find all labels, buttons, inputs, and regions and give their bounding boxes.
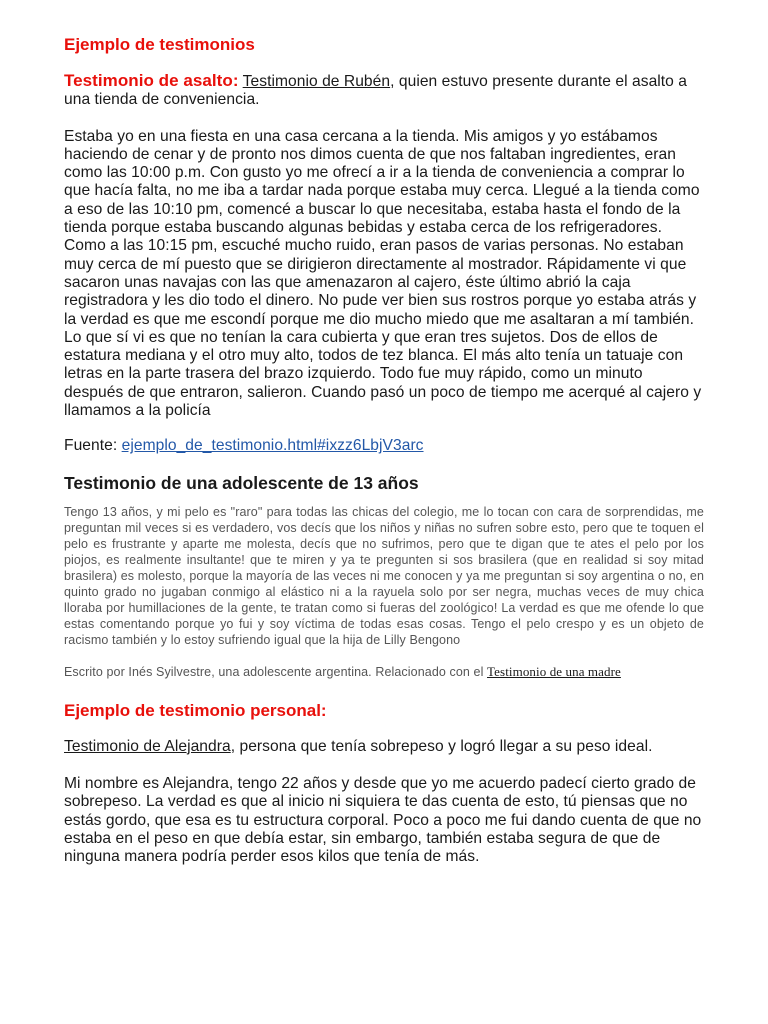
- personal-heading: Ejemplo de testimonio personal:: [64, 700, 327, 720]
- teen-credit: [64, 664, 704, 680]
- teen-body: Tengo 13 años, y mi pelo es "raro" para todas las chicas del colegio, me lo tocan con cara de sorprendidas, me preguntan mil veces si es verdadero, vos decís que los niños y niñas no sufren sobre esto, pero que te toquen el pelo es frustrante y aparte me molesta, decís que no sufrimos, pero que te digan que te ates el pelo por los piojos, es realmente insultante! que te miren y ya te pregunten si sos brasilera (que en realidad si soy mitad brasilera) es molesto, porque la mayoría de las veces ni me conocen y ya me preguntan si soy argentina o no, en quinto grado no jugaban conmigo al elástico ni a la rayuela solo por ser negra, muchas veces de muy chica lloraba por humillaciones de la gente, te tratan como si fueras del zoológico! La verdad es que me ofende lo que estas comentando porque yo fui y soy víctima de todas esas cosas. Tengo el pelo crespo y es un objeto de racismo también y lo estoy sufriendo igual que la hija de Lilly Bengono: [64, 504, 704, 647]
- ruben-testimony-link[interactable]: Testimonio de Rubén: [242, 73, 391, 90]
- assault-intro: [64, 72, 704, 110]
- assault-body: Estaba yo en una fiesta en una casa cercana a la tienda. Mis amigos y yo estábamos haciendo de cenar y de pronto nos dimos cuenta de que nos faltaban ingredientes, eran como las 10:00 p.m. Con gusto yo me ofrecí a ir a la tienda de conveniencia a comprar lo que hacía falta, no me iba a tardar nada porque estaba muy cerca. Llegué a la tienda como a eso de las 10:10 pm, comencé a buscar lo que necesitaba, estaba hasta el fondo de la tienda porque estaba buscando algunas bebidas y estaba cerca de los refrigeradores. Como a las 10:15 pm, escuché mucho ruido, eran pasos de varias personas. No estaban muy cerca de mí puesto que se dirigieron directamente al mostrador. Rápidamente vi que sacaron unas navajas con las que amenazaron al cajero, éste último abrió la caja registradora y les dio todo el dinero. No pude ver bien sus rostros porque yo estaba atrás y la verdad es que me escondí porque me dio mucho miedo que me asaltaran a mí también. Lo que sí vi es que no tenían la cara cubierta y que eran tres sujetos. Dos de ellos de estatura mediana y el otro muy alto, todos de tez blanca. El más alto tenía un tatuaje con letras en la parte trasera del brazo izquierdo. Todo fue muy rápido, como un minuto después de que entraron, salieron. Cuando pasó un poco de tiempo me acerqué al cajero y llamamos a la policía: [64, 127, 702, 420]
- personal-intro: [64, 738, 704, 756]
- teen-credit-text: Escrito por Inés Syilvestre, una adolescente argentina. Relacionado con el: [64, 664, 488, 679]
- assault-intro-text: , quien estuvo presente durante el asalto a una tienda de conveniencia.: [64, 73, 688, 109]
- assault-heading: Testimonio de asalto:: [64, 71, 239, 90]
- source-link[interactable]: ejemplo_de_testimonio.html#ixzz6LbjV3arc: [121, 437, 424, 455]
- document-title: Ejemplo de testimonios: [64, 35, 255, 54]
- teen-heading: Testimonio de una adolescente de 13 años: [64, 472, 419, 493]
- document-page: [64, 34, 704, 866]
- source-line: [64, 437, 704, 455]
- alejandra-testimony-link[interactable]: Testimonio de Alejandra: [64, 737, 231, 755]
- mother-testimony-link[interactable]: Testimonio de una madre: [487, 663, 621, 679]
- personal-body: Mi nombre es Alejandra, tengo 22 años y desde que yo me acuerdo padecí cierto grado de sobrepeso. La verdad es que al inicio ni siquiera te das cuenta de esto, tú piensas que no estás gordo, que esa es tu estructura corporal. Poco a poco me fui dando cuenta de que no estaba en el peso en que debía estar, sin embargo, también estaba segura de que de ninguna manera podría perder esos kilos que tenía de más.: [64, 774, 702, 866]
- personal-intro-text: , persona que tenía sobrepeso y logró llegar a su peso ideal.: [230, 737, 653, 755]
- source-label: Fuente:: [64, 437, 122, 455]
